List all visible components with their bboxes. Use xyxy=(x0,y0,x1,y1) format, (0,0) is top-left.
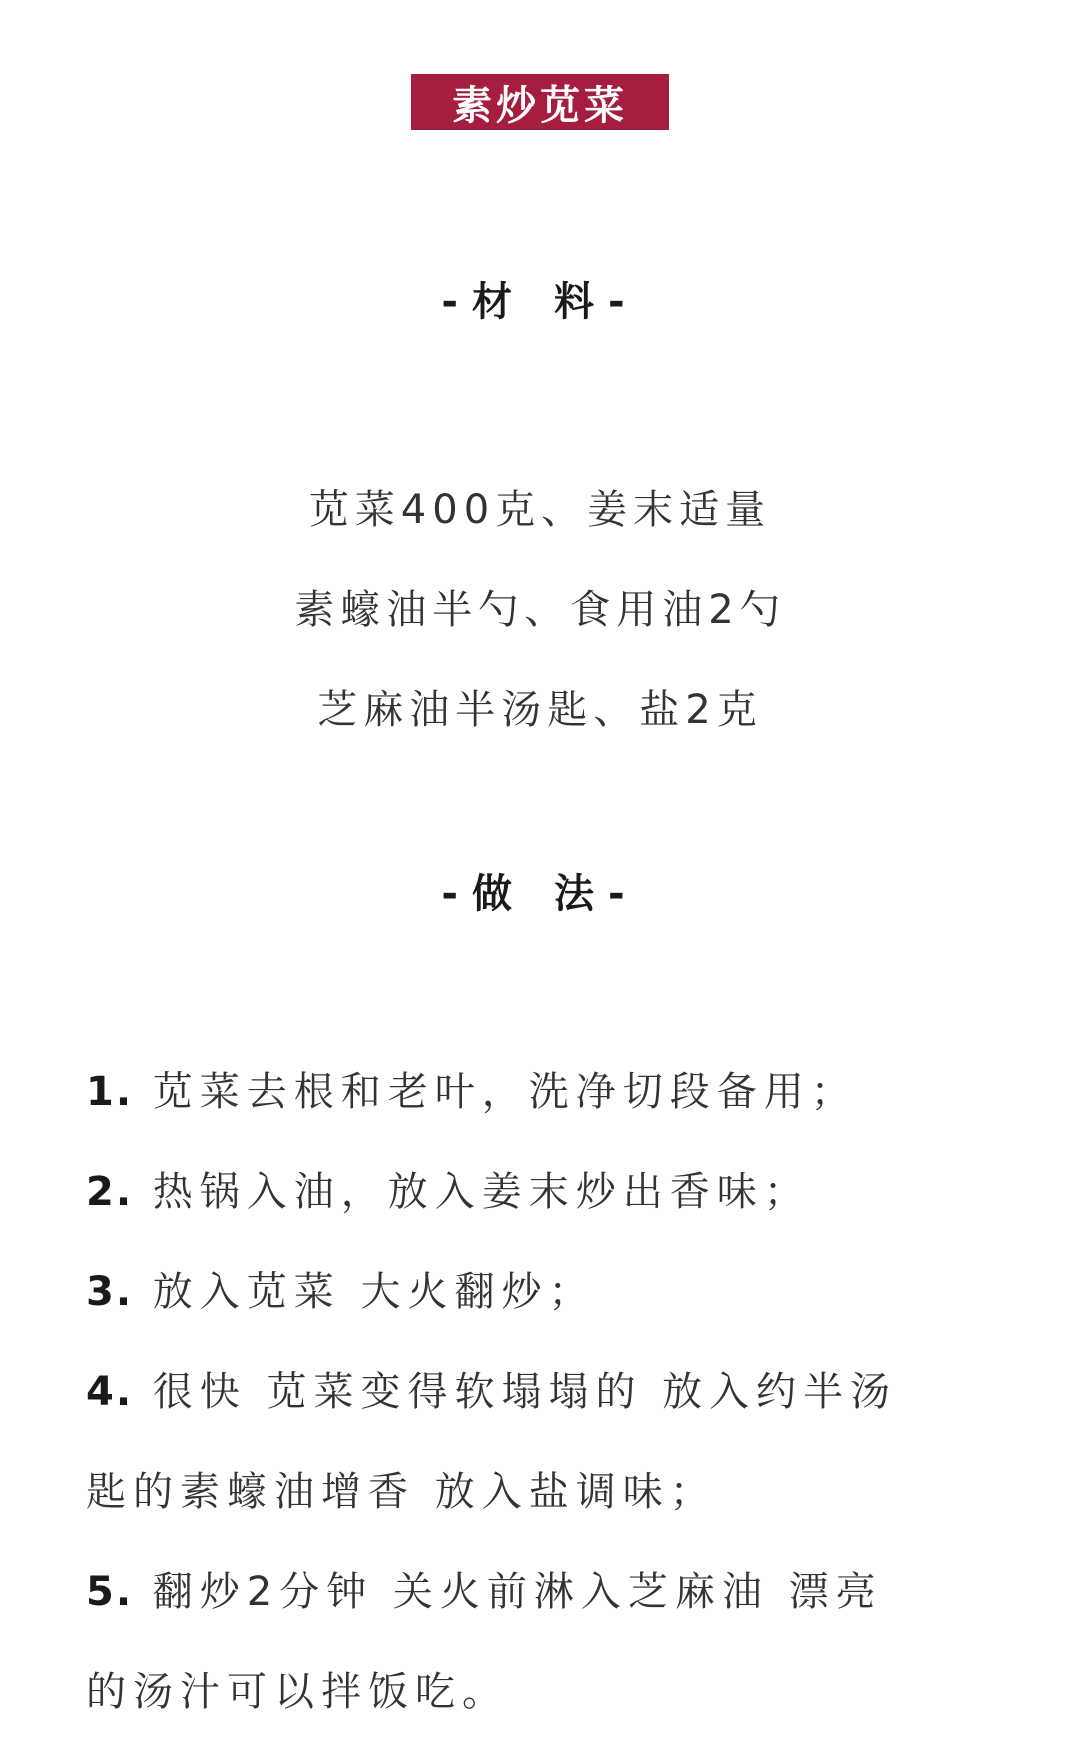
step-text: 翻炒2分钟 关火前淋入芝麻油 漂亮 xyxy=(133,1569,883,1615)
steps-list xyxy=(86,1042,1006,1742)
recipe-title: 素炒苋菜 xyxy=(452,82,628,129)
step-line xyxy=(86,1042,1006,1142)
step-text: 很快 苋菜变得软塌塌的 放入约半汤 xyxy=(133,1369,898,1415)
step-line xyxy=(86,1242,1006,1342)
step-number: 4. xyxy=(86,1369,134,1415)
ingredient-line: 素蠔油半勺、食用油2勺 xyxy=(294,587,786,633)
step-number: 5. xyxy=(86,1569,134,1615)
ingredient-line: 苋菜400克、姜末适量 xyxy=(308,487,772,533)
step-line-continuation xyxy=(86,1642,1006,1742)
step-text: 匙的素蠔油增香 放入盐调味； xyxy=(86,1469,717,1515)
step-line xyxy=(86,1542,1006,1642)
materials-heading: -材 料- xyxy=(441,279,639,325)
step-text: 苋菜去根和老叶，洗净切段备用； xyxy=(133,1069,858,1115)
method-heading: -做 法- xyxy=(441,871,639,917)
step-number: 2. xyxy=(86,1169,134,1215)
recipe-title-badge xyxy=(411,74,669,130)
step-text: 的汤汁可以拌饭吃。 xyxy=(86,1669,509,1715)
step-line-continuation xyxy=(86,1442,1006,1542)
step-line xyxy=(86,1342,1006,1442)
step-text: 放入苋菜 大火翻炒； xyxy=(133,1269,596,1315)
step-text: 热锅入油，放入姜末炒出香味； xyxy=(133,1169,811,1215)
step-number: 1. xyxy=(86,1069,134,1115)
ingredient-line: 芝麻油半汤匙、盐2克 xyxy=(317,687,763,733)
step-number: 3. xyxy=(86,1269,134,1315)
step-line xyxy=(86,1142,1006,1242)
ingredients-list xyxy=(0,460,1080,760)
